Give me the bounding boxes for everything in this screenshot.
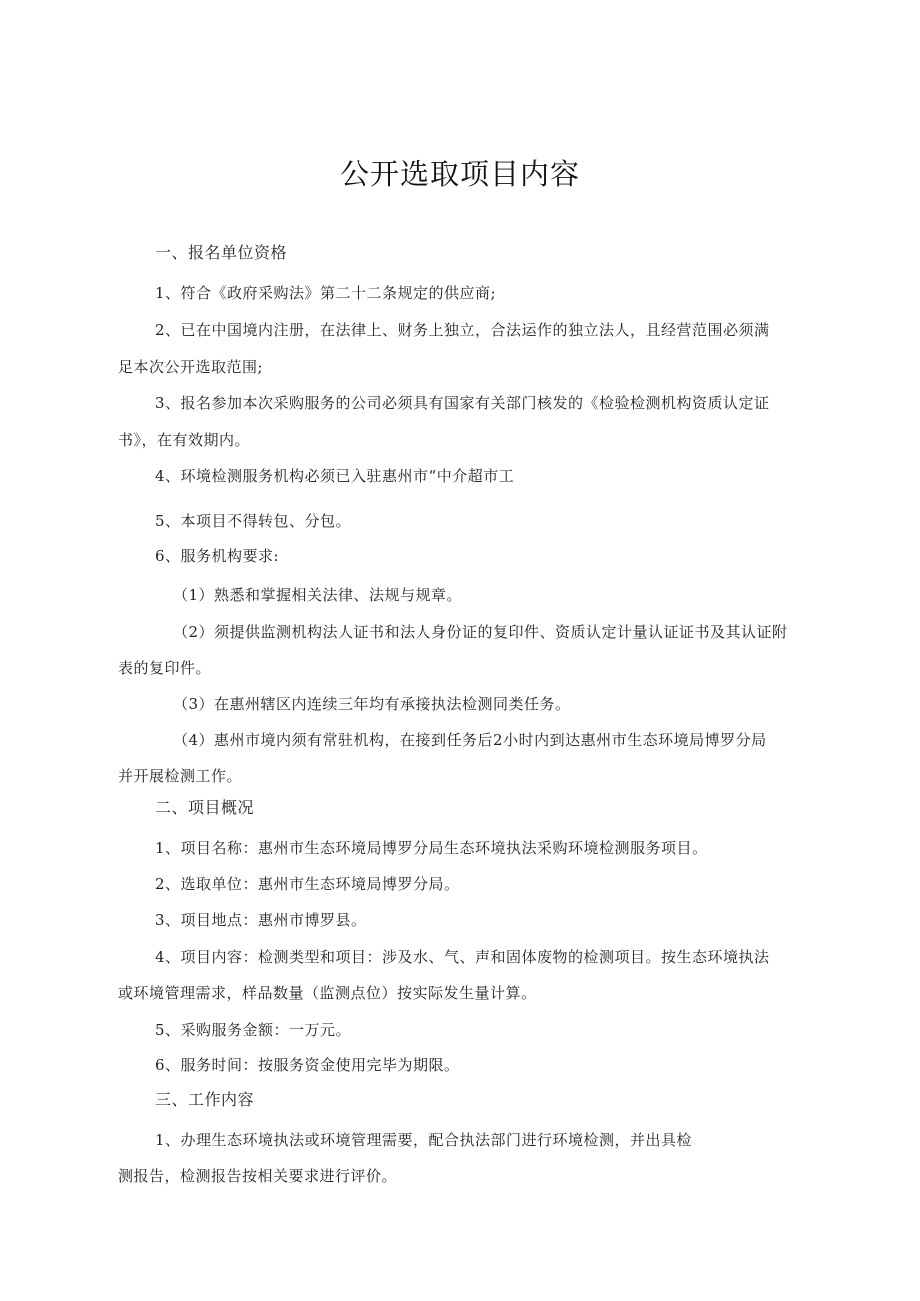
work-item-1-line-1: 1、办理生态环境执法或环境管理需要，配合执法部门进行环境检测，并出具检 — [155, 1131, 693, 1149]
service-requirement-1: （1）熟悉和掌握相关法律、法规与规章。 — [173, 586, 463, 604]
qualification-item-2-line-1: 2、已在中国境内注册，在法律上、财务上独立，合法运作的独立法人，且经营范围必须满 — [155, 321, 770, 339]
qualification-item-6: 6、服务机构要求: — [155, 547, 280, 565]
overview-item-4-line-1: 4、项目内容：检测类型和项目：涉及水、气、声和固体废物的检测项目。按生态环境执法 — [155, 948, 770, 966]
qualification-item-2-line-2: 足本次公开选取范围; — [118, 358, 264, 376]
overview-item-2: 2、选取单位：惠州市生态环境局博罗分局。 — [155, 875, 460, 893]
overview-item-3: 3、项目地点：惠州市博罗县。 — [155, 911, 367, 929]
service-requirement-2-line-2: 表的复印件。 — [118, 659, 212, 677]
overview-item-5: 5、采购服务金额：一万元。 — [155, 1021, 352, 1039]
work-item-1-line-2: 测报告，检测报告按相关要求进行评价。 — [118, 1167, 398, 1185]
page-title: 公开选取项目内容 — [339, 157, 580, 191]
overview-item-1: 1、项目名称：惠州市生态环境局博罗分局生态环境执法采购环境检测服务项目。 — [155, 839, 708, 857]
service-requirement-4-line-2: 并开展检测工作。 — [118, 767, 243, 785]
service-requirement-4-line-1: （4）惠州市境内须有常驻机构，在接到任务后2小时内到达惠州市生态环境局博罗分局 — [173, 731, 767, 749]
overview-item-4-line-2: 或环境管理需求，样品数量（监测点位）按实际发生量计算。 — [118, 984, 537, 1002]
overview-item-6: 6、服务时间：按服务资金使用完毕为期限。 — [155, 1056, 460, 1074]
section-heading-work-content: 三、工作内容 — [155, 1090, 255, 1109]
section-heading-overview: 二、项目概况 — [155, 798, 255, 817]
service-requirement-3: （3）在惠州辖区内连续三年均有承接执法检测同类任务。 — [173, 695, 571, 713]
section-heading-qualifications: 一、报名单位资格 — [155, 243, 288, 262]
service-requirement-2-line-1: （2）须提供监测机构法人证书和法人身份证的复印件、资质认定计量认证证书及其认证附 — [173, 623, 788, 641]
qualification-item-1: 1、符合《政府采购法》第二十二条规定的供应商; — [155, 284, 497, 302]
qualification-item-5: 5、本项目不得转包、分包。 — [155, 512, 352, 530]
qualification-item-3-line-1: 3、报名参加本次采购服务的公司必须具有国家有关部门核发的《检验检测机构资质认定证 — [155, 394, 770, 412]
qualification-item-4: 4、环境检测服务机构必须已入驻惠州市“中介超市工 — [155, 467, 515, 485]
qualification-item-3-line-2: 书》，在有效期内。 — [118, 431, 251, 449]
